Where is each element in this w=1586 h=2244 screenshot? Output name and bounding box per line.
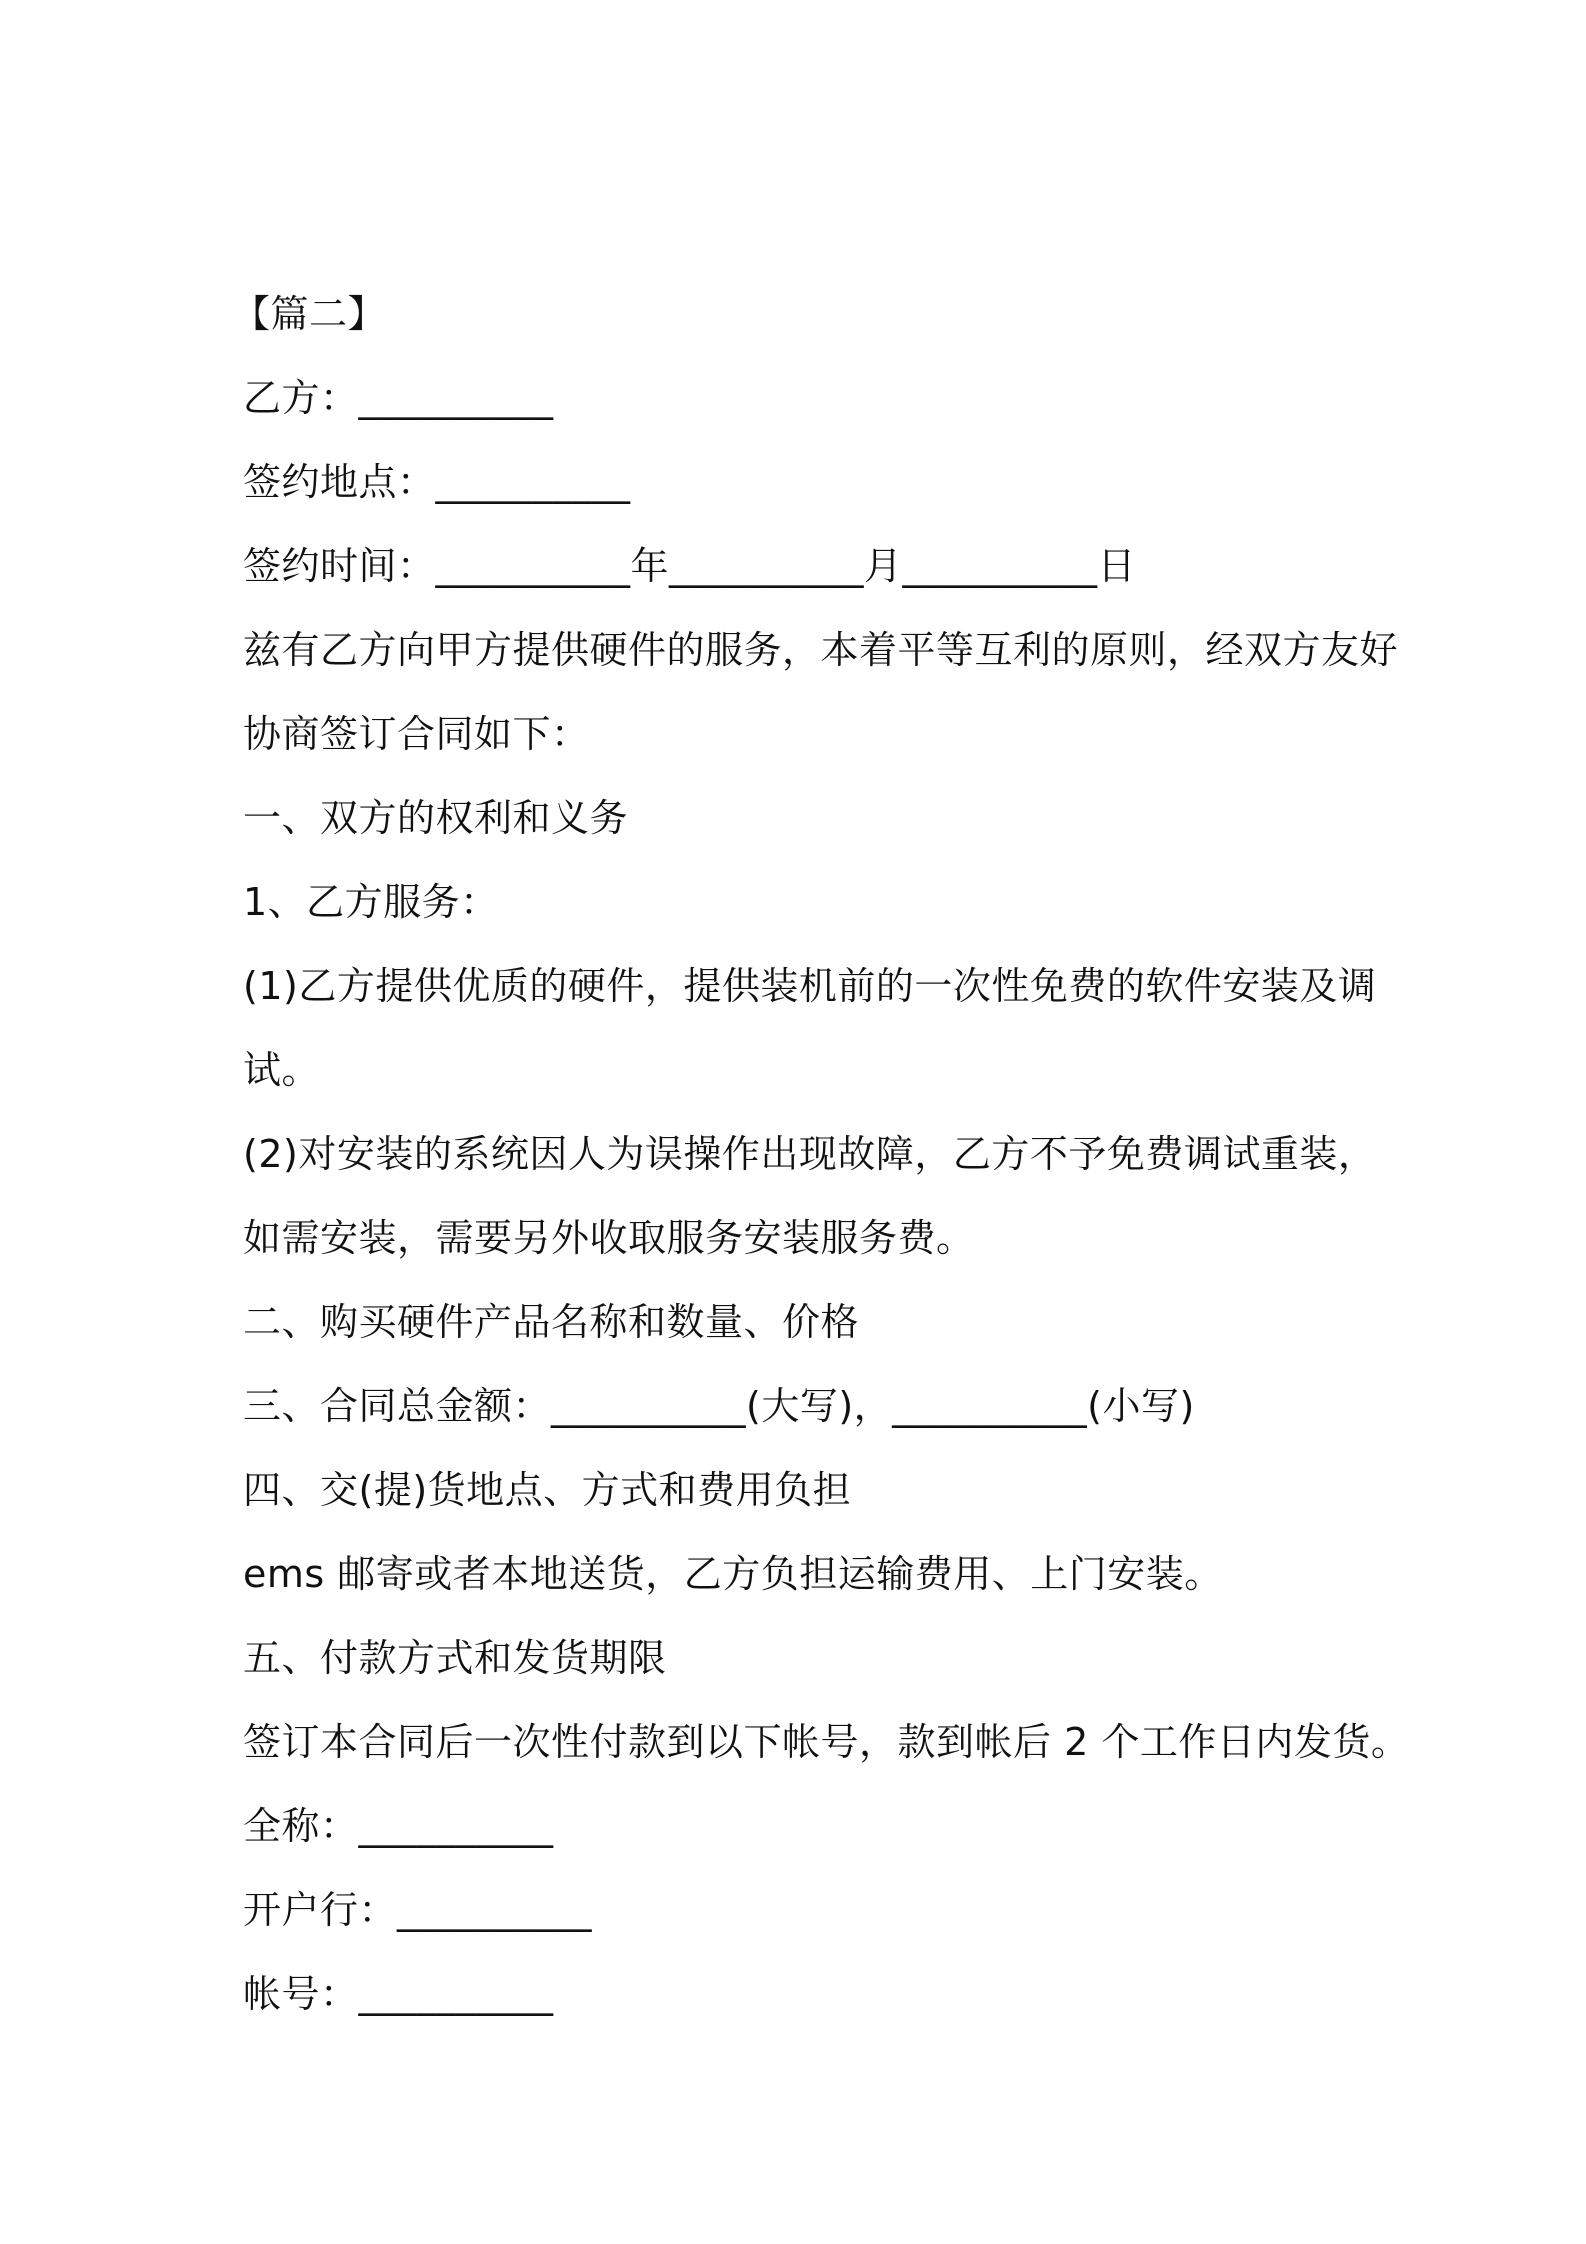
account-number-field: 帐号：__________ bbox=[243, 1972, 554, 2016]
account-name-field: 全称：__________ bbox=[243, 1804, 554, 1848]
signing-place-field: 签约地点：__________ bbox=[243, 460, 631, 504]
bank-field: 开户行：__________ bbox=[243, 1888, 593, 1932]
section-2-heading: 二、购买硬件产品名称和数量、价格 bbox=[243, 1300, 860, 1344]
clause-2-line-1: (2)对安装的系统因人为误操作出现故障，乙方不予免费调试重装， bbox=[243, 1132, 1377, 1176]
subsection-1-heading: 1、乙方服务： bbox=[243, 880, 499, 924]
section-4-heading: 四、交(提)货地点、方式和费用负担 bbox=[243, 1468, 852, 1512]
clause-1-line-2: 试。 bbox=[243, 1048, 321, 1092]
section-title: 【篇二】 bbox=[232, 292, 387, 336]
clause-2-line-2: 如需安装，需要另外收取服务安装服务费。 bbox=[243, 1216, 975, 1260]
section-1-heading: 一、双方的权利和义务 bbox=[243, 796, 629, 840]
party-b-field: 乙方：__________ bbox=[243, 376, 554, 420]
intro-paragraph-line-2: 协商签订合同如下： bbox=[243, 712, 590, 756]
intro-paragraph-line-1: 兹有乙方向甲方提供硬件的服务，本着平等互利的原则，经双方友好 bbox=[243, 628, 1399, 672]
section-3-total-amount: 三、合同总金额：__________(大写)，__________(小写) bbox=[243, 1384, 1195, 1428]
delivery-paragraph: ems 邮寄或者本地送货，乙方负担运输费用、上门安装。 bbox=[243, 1552, 1223, 1596]
section-5-heading: 五、付款方式和发货期限 bbox=[243, 1636, 667, 1680]
payment-paragraph: 签订本合同后一次性付款到以下帐号，款到帐后 2 个工作日内发货。 bbox=[243, 1720, 1410, 1764]
clause-1-line-1: (1)乙方提供优质的硬件，提供装机前的一次性免费的软件安装及调 bbox=[243, 964, 1377, 1008]
signing-time-field: 签约时间：__________年__________月__________日 bbox=[243, 544, 1137, 588]
